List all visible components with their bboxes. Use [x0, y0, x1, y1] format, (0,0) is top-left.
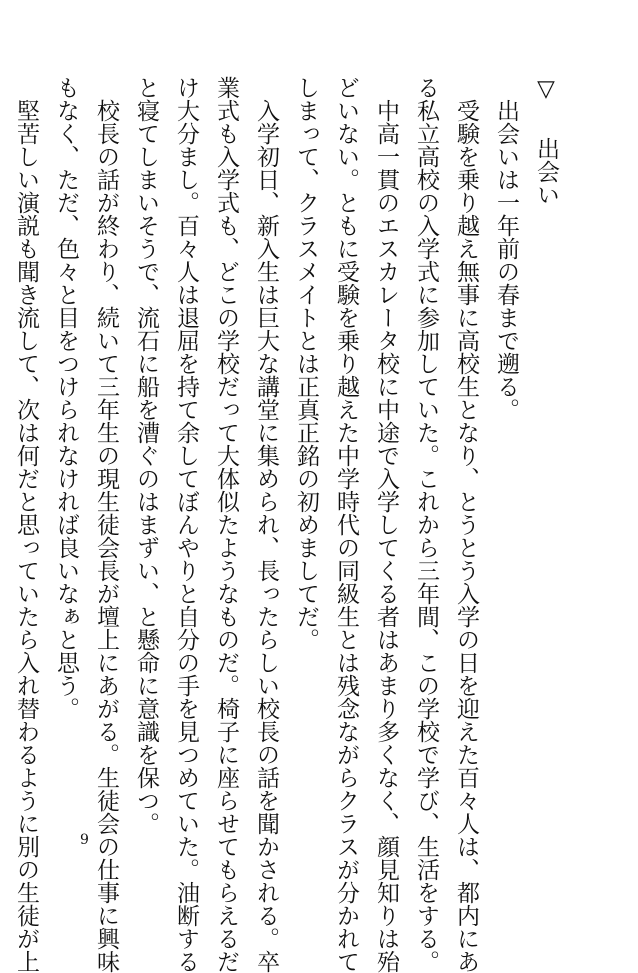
paragraph-line: 業式も入学式も、どこの学校だって大体似たようなものだ。椅子に座らせてもらえるだ: [213, 76, 239, 973]
paragraph-line: 受験を乗り越え無事に高校生となり、とうとう入学の日を迎えた百々人は、都内にあ: [453, 99, 479, 973]
chapter-heading: [526, 76, 566, 776]
paragraph-line: 出会いは一年前の春まで遡る。: [493, 99, 519, 421]
paragraph-line: もなく、ただ、色々と目をつけられなければ良いなぁと思う。: [53, 76, 79, 720]
body-text: [13, 76, 566, 973]
paragraph-line: しまって、クラスメイトとは正真正銘の初めましてだ。: [293, 76, 319, 651]
page-number: 9: [80, 832, 89, 848]
paragraph-line: 堅苦しい演説も聞き流して、次は何だと思っていたら入れ替わるように別の生徒が上: [13, 99, 39, 973]
paragraph-line: 入学初日、新入生は巨大な講堂に集められ、長ったらしい校長の話を聞かされる。卒: [253, 99, 279, 973]
paragraph-line: [0, 76, 6, 776]
paragraph-line: け大分まし。百々人は退屈を持て余してぼんやりと自分の手を見つめていた。油断する: [173, 76, 199, 973]
chapter-marker: ▽: [533, 76, 559, 102]
paragraph-line: と寝てしまいそうで、流石に船を漕ぐのはまずい、と懸命に意識を保つ。: [133, 76, 159, 835]
paragraph-line: 中高一貫のエスカレータ校に中途で入学してくる者はあまり多くなく、顔見知りは殆: [373, 99, 399, 973]
paragraph-line: る私立高校の入学式に参加していた。これから三年間、この学校で学び、生活をする。: [413, 76, 439, 973]
chapter-title: 出会い: [533, 137, 559, 206]
paragraph-line: 校長の話が終わり、続いて三年生の現生徒会長が壇上にあがる。生徒会の仕事に興味: [93, 99, 119, 973]
paragraph-line: どいない。ともに受験を乗り越えた中学時代の同級生とは残念ながらクラスが分かれて: [333, 76, 359, 973]
